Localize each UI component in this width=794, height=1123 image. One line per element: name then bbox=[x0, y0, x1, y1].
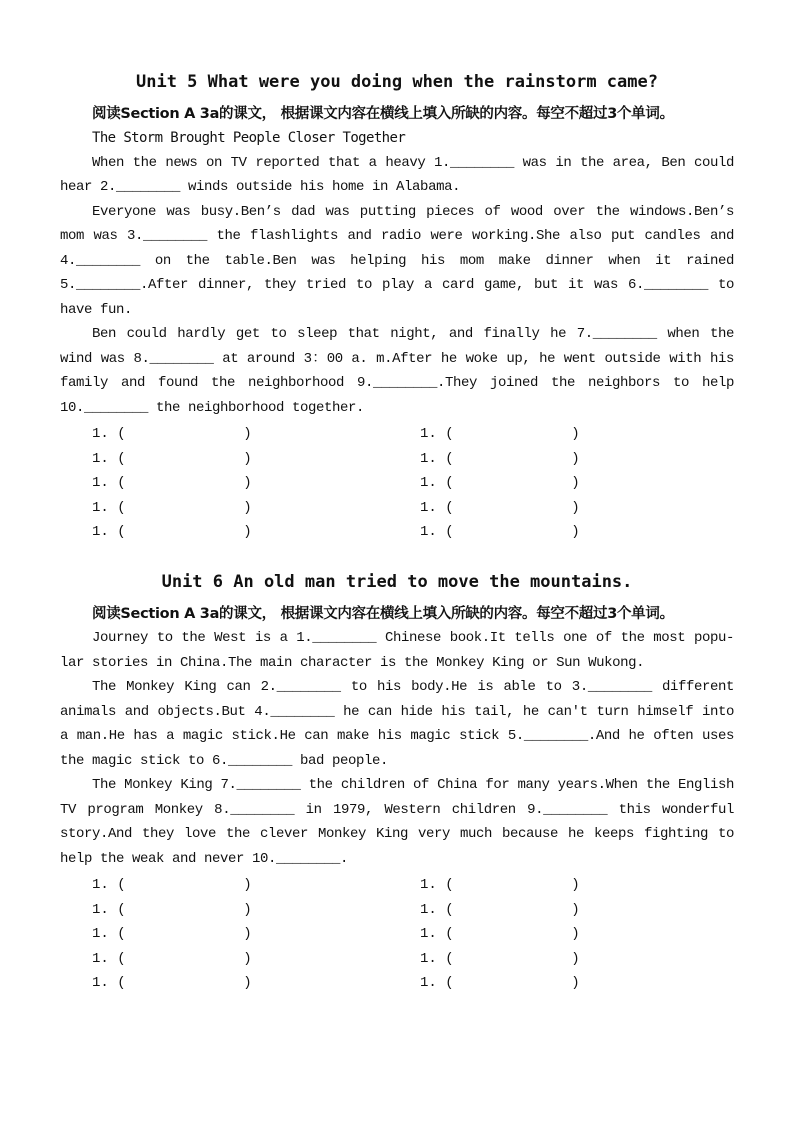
unit6-answer-blank[interactable]: 1. ( ) bbox=[420, 926, 580, 942]
unit5-answer-blank[interactable]: 1. ( ) bbox=[420, 426, 580, 442]
unit5-answer-blank[interactable]: 1. ( ) bbox=[420, 450, 580, 467]
unit5-answer-blank[interactable]: 1. ( ) bbox=[92, 426, 252, 442]
unit5-answer-blank[interactable]: 1. ( ) bbox=[92, 524, 252, 540]
unit6-answer-blank[interactable]: 1. ( ) bbox=[92, 950, 252, 967]
unit5-paragraph-2: Everyone was busy.Ben’s dad was putting pieces of wood over the windows.Ben’s mom was 3.________ the flashlights and radio were working.She also put candles and 4.________ on the table.Ben was helping his mom make dinner when it rained 5.________.After dinner, they tried to play a card game, but it was 6.________ to have fun. bbox=[60, 203, 734, 318]
unit6-answer-blank[interactable]: 1. ( ) bbox=[92, 901, 252, 918]
unit5-instruction: 阅读Section A 3a的课文， 根据课文内容在横线上填入所缺的内容。每空不超过3个单词。 bbox=[92, 106, 674, 122]
unit6-answer-blank[interactable]: 1. ( ) bbox=[420, 877, 580, 893]
unit6-paragraph-3: The Monkey King 7.________ the children of China for many years.When the English TV program Monkey 8.________ in 1979, Western children 9.________ this wonderful story.And they love the clever Monkey King very much because he keeps fighting to help the weak and never 10.________. bbox=[60, 777, 734, 867]
unit6-answer-blank[interactable]: 1. ( ) bbox=[420, 950, 580, 967]
unit5-answer-blank[interactable]: 1. ( ) bbox=[92, 450, 252, 467]
unit5-passage-title: The Storm Brought People Closer Together bbox=[92, 130, 406, 146]
unit6-title: Unit 6 An old man tried to move the mountains. bbox=[161, 572, 633, 592]
unit5-answer-blank[interactable]: 1. ( ) bbox=[420, 524, 580, 540]
unit5-answer-grid bbox=[92, 422, 734, 545]
unit5-section bbox=[60, 102, 734, 545]
unit6-paragraph-1: Journey to the West is a 1.________ Chinese book.It tells one of the most popu-lar stories in China.The main character is the Monkey King or Sun Wukong. bbox=[60, 630, 734, 671]
unit6-answer-blank[interactable]: 1. ( ) bbox=[92, 975, 252, 991]
unit5-answer-blank[interactable]: 1. ( ) bbox=[92, 475, 252, 491]
unit5-paragraph-1: When the news on TV reported that a heavy 1.________ was in the area, Ben could hear 2.________ winds outside his home in Alabama. bbox=[60, 154, 734, 195]
unit6-section bbox=[60, 602, 734, 996]
unit6-answer-blank[interactable]: 1. ( ) bbox=[92, 877, 252, 893]
unit6-answer-blank[interactable]: 1. ( ) bbox=[92, 926, 252, 942]
unit6-answer-blank[interactable]: 1. ( ) bbox=[420, 901, 580, 918]
unit5-answer-blank[interactable]: 1. ( ) bbox=[92, 499, 252, 516]
unit5-answer-blank[interactable]: 1. ( ) bbox=[420, 499, 580, 516]
unit6-instruction: 阅读Section A 3a的课文， 根据课文内容在横线上填入所缺的内容。每空不超过3个单词。 bbox=[92, 606, 674, 622]
unit6-answer-grid bbox=[92, 873, 734, 996]
unit6-answer-blank[interactable]: 1. ( ) bbox=[420, 975, 580, 991]
unit5-title: Unit 5 What were you doing when the rainstorm came? bbox=[136, 72, 658, 92]
unit6-paragraph-2: The Monkey King can 2.________ to his body.He is able to 3.________ different animals and objects.But 4.________ he can hide his tail, he can't turn himself into a man.He has a magic stick.He can make his magic stick 5.________.And he often uses the magic stick to 6.________ bad people. bbox=[60, 679, 734, 769]
unit5-answer-blank[interactable]: 1. ( ) bbox=[420, 475, 580, 491]
unit5-paragraph-3: Ben could hardly get to sleep that night, and finally he 7.________ when the wind was 8.________ at around 3：00 a. m.After he woke up, he went outside with his family and found the neighborhood 9.________.They joined the neighbors to help 10.________ the neighborhood together. bbox=[60, 326, 734, 416]
